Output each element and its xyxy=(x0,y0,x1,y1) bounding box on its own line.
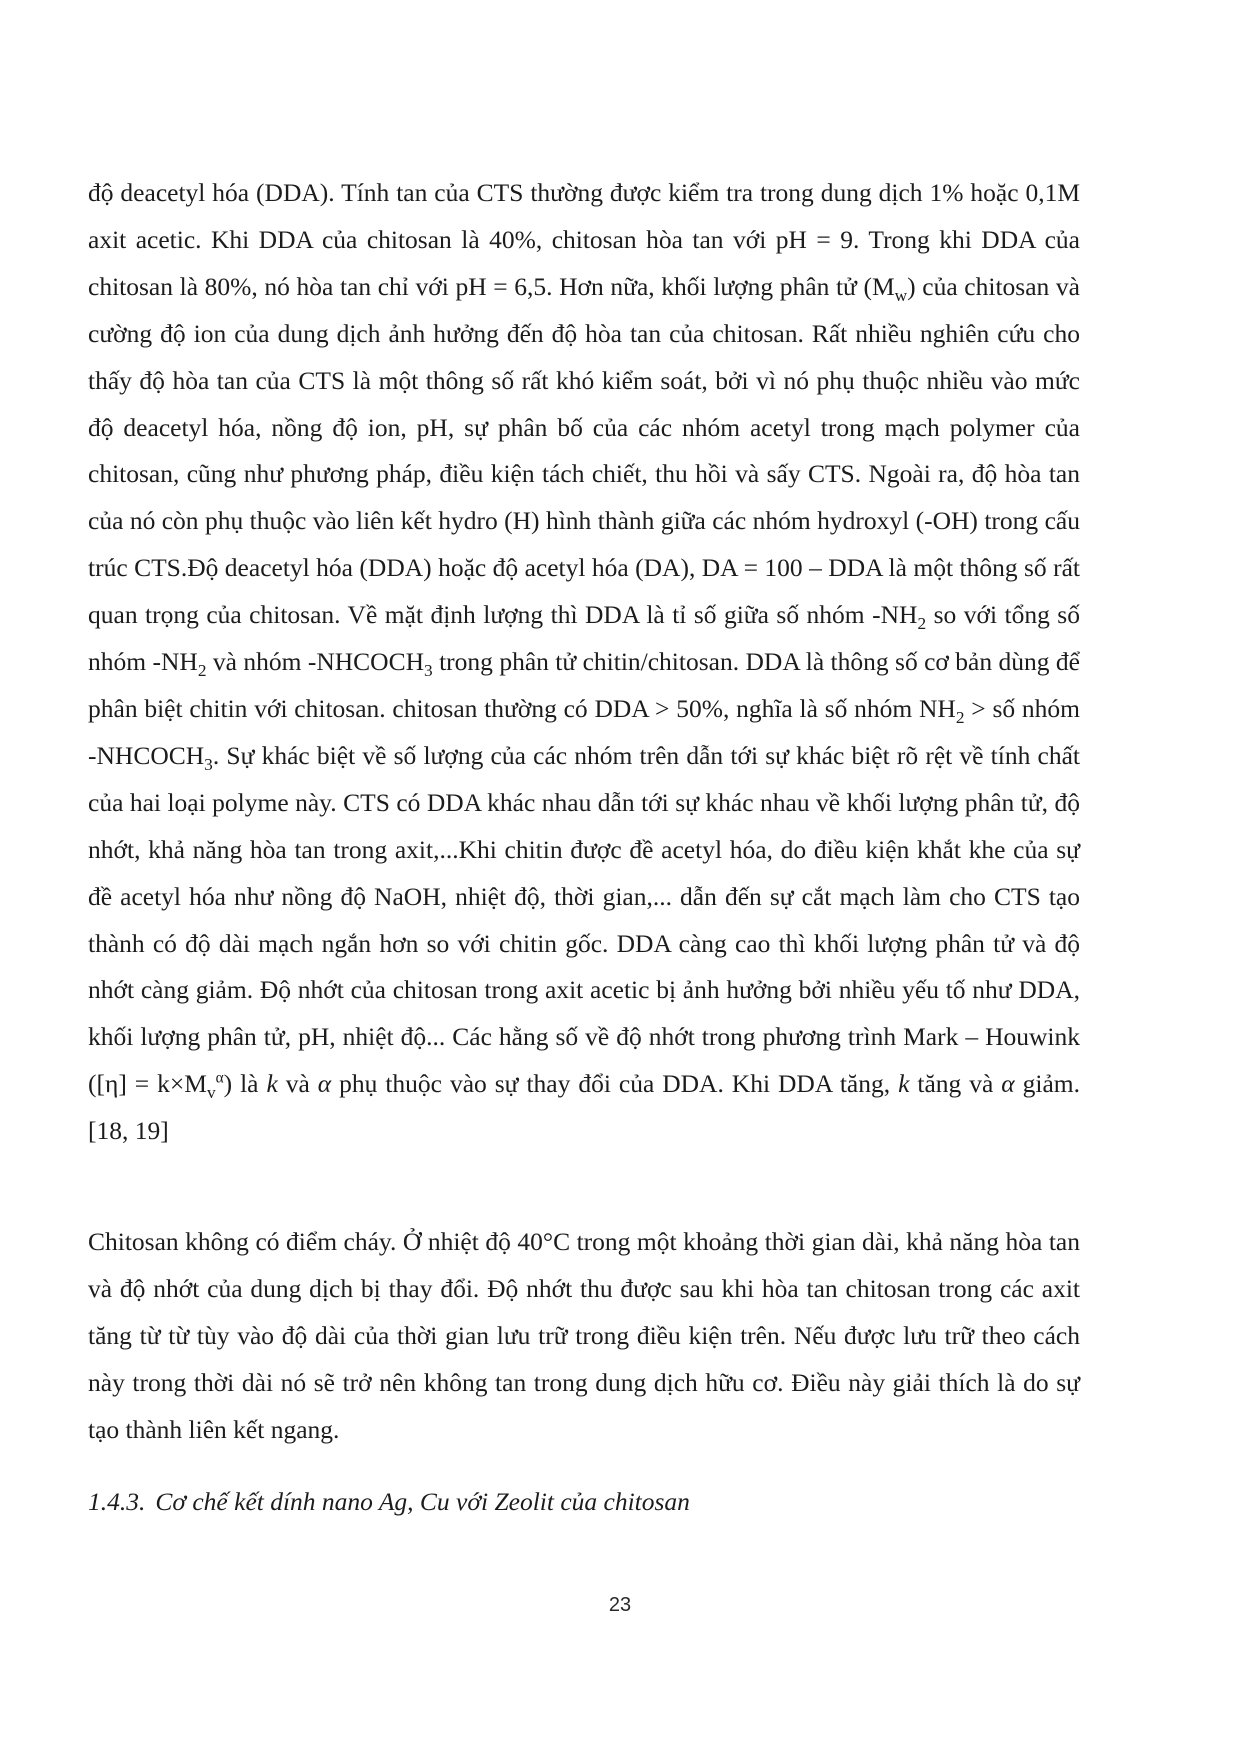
superscript: α xyxy=(215,1069,224,1087)
text-span: độ deacetyl hóa (DDA). Tính tan của CTS thường được kiểm tra trong dung dịch 1% hoặc 0,1M axit acetic. Khi DDA của chitosan là 40%, chitosan hòa tan với pH = 9. Trong khi DDA của chitosan là 80%, nó hòa tan chỉ với pH = 6,5. Hơn nữa, khối lượng phân tử (M xyxy=(88,178,1080,301)
text-span: và nhóm -NHCOCH xyxy=(206,647,425,677)
subscript: 2 xyxy=(917,614,927,634)
subscript: w xyxy=(894,285,908,305)
text-span: tăng và xyxy=(909,1069,1002,1099)
subscript: v xyxy=(206,1083,216,1103)
subscript: 2 xyxy=(197,661,207,681)
page-number: 23 xyxy=(608,1594,632,1616)
subscript: 2 xyxy=(955,708,965,728)
text-span: trong phân tử chitin/chitosan. DDA là thông số cơ bản dùng để phân biệt chitin với chitosan. chitosan thường có DDA > 50%, nghĩa là số nhóm NH xyxy=(88,647,1080,723)
text-span: ) là xyxy=(223,1069,267,1099)
text-span: ) của chitosan và cường độ ion của dung dịch ảnh hưởng đến độ hòa tan của chitosan. Rất nhiều nghiên cứu cho thấy độ hòa tan của CTS là một thông số rất khó kiểm soát, bởi vì nó phụ thuộc nhiều vào mức độ deacetyl hóa, nồng độ ion, pH, sự phân bố của các nhóm acetyl trong mạch polymer của chitosan, cũng như phương pháp, điều kiện tách chiết, thu hồi và sấy CTS. Ngoài ra, độ hòa tan của nó còn phụ thuộc vào liên kết hydro (H) hình thành giữa các nhóm hydroxyl (-OH) trong cấu trúc CTS.Độ deacetyl hóa (DDA) hoặc độ acetyl hóa (DA), DA = 100 – DDA là một thông số rất quan trọng của chitosan. Về mặt định lượng thì DDA là tỉ số giữa số nhóm -NH xyxy=(88,271,1080,630)
text-span: và xyxy=(277,1069,318,1099)
section-heading xyxy=(88,1482,690,1522)
section-title: Cơ chế kết dính nano Ag, Cu với Zeolit của chitosan xyxy=(155,1487,690,1516)
text-span: > số nhóm -NHCOCH xyxy=(88,693,1080,770)
text-span: . Sự khác biệt về số lượng của các nhóm trên dẫn tới sự khác biệt rõ rệt về tính chất của hai loại polyme này. CTS có DDA khác nhau dẫn tới sự khác nhau về khối lượng phân tử, độ nhớt, khả năng hòa tan trong axit,...Khi chitin được đề acetyl hóa, do điều kiện khắt khe của sự đề acetyl hóa như nồng độ NaOH, nhiệt độ, thời gian,... dẫn đến sự cắt mạch làm cho CTS tạo thành có độ dài mạch ngắn hơn so với chitin gốc. DDA càng cao thì khối lượng phân tử và độ nhớt càng giảm. Độ nhớt của chitosan trong axit acetic bị ảnh hưởng bởi nhiều yếu tố như DDA, khối lượng phân tử, pH, nhiệt độ... Các hằng số về độ nhớt trong phương trình Mark – Houwink ([η] = k×M xyxy=(88,740,1080,1099)
body-paragraph-2: Chitosan không có điểm cháy. Ở nhiệt độ 40°C trong một khoảng thời gian dài, khả năng hòa tan và độ nhớt của dung dịch bị thay đổi. Độ nhớt thu được sau khi hòa tan chitosan trong các axit tăng từ từ tùy vào độ dài của thời gian lưu trữ trong điều kiện trên. Nếu được lưu trữ theo cách này trong thời dài nó sẽ trở nên không tan trong dung dịch hữu cơ. Điều này giải thích là do sự tạo thành liên kết ngang. xyxy=(88,1227,1080,1444)
text-span: so với tổng số nhóm -NH xyxy=(88,600,1080,677)
subscript: 3 xyxy=(204,754,213,774)
text-span: giảm.[18, 19] xyxy=(88,1069,1080,1146)
math-symbol-alpha: α xyxy=(1001,1069,1015,1099)
text-span: phụ thuộc vào sự thay đổi của DDA. Khi DDA tăng, xyxy=(331,1069,899,1099)
subscript: 3 xyxy=(424,661,433,681)
math-symbol-k: k xyxy=(266,1069,278,1099)
math-symbol-alpha: α xyxy=(317,1069,332,1099)
math-symbol-k: k xyxy=(898,1069,910,1099)
section-number: 1.4.3. xyxy=(88,1487,146,1516)
body-paragraph-1 xyxy=(88,170,1080,1155)
